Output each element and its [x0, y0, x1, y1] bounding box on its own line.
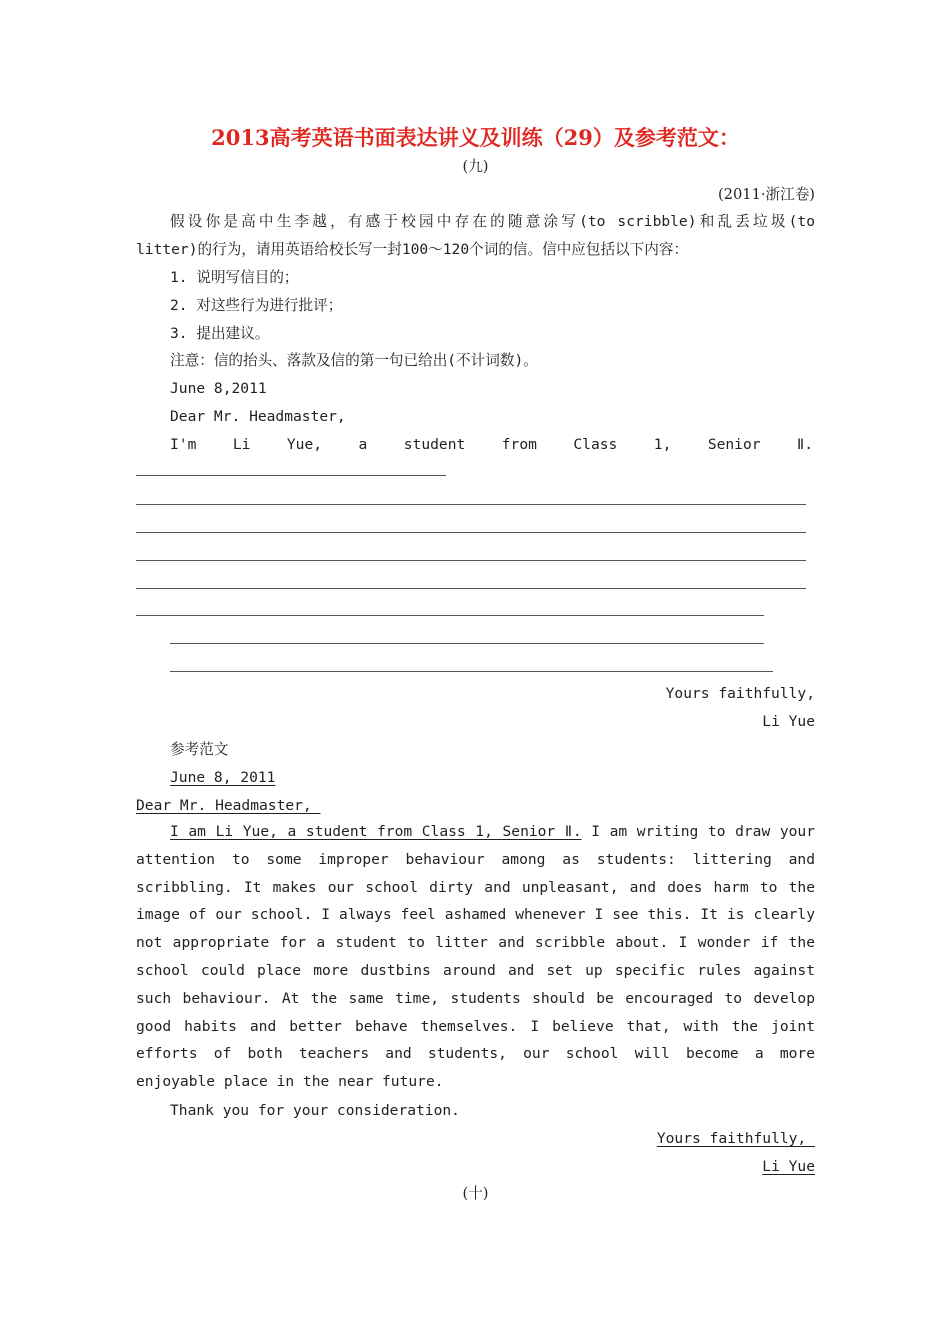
sample-signature: Li Yue [762, 1158, 815, 1175]
template-salutation: Dear Mr. Headmaster, [170, 408, 346, 425]
sample-closing-line [136, 1125, 815, 1153]
sample-body-text: I am writing to draw your attention to some improper behaviour among as students: littering and scribbling. It makes our school dirty and unpleasant, and does harm to the image of our school. I always feel ashamed whenever I see this. It is clearly not appropriate for a student to litter and scribble about. I wonder if the school could place more dustbins around and set up specific rules against such behaviour. At the same time, students should be encouraged to develop good habits and better behave themselves. I believe that, with the joint efforts of both teachers and students, our school will become a more enjoyable place in the near future. [136, 823, 816, 1091]
opening-word: 1, [653, 436, 672, 453]
answer-line [136, 615, 764, 616]
section-ten-label: (十) [462, 1185, 489, 1202]
sample-salutation: Dear Mr. Headmaster, [136, 797, 321, 814]
answer-line [170, 643, 764, 644]
template-opening-line [136, 431, 815, 459]
prompt-item-1: 1. 说明写信目的； [170, 269, 299, 286]
source-label: (2011·浙江卷) [718, 186, 815, 203]
answer-line [170, 671, 773, 672]
sample-body-paragraph [136, 818, 815, 1096]
opening-word: from [501, 436, 537, 453]
answer-line [136, 504, 806, 505]
opening-word: Ⅱ. [797, 436, 813, 453]
sample-date: June 8, 2011 [170, 769, 276, 786]
sample-salutation-line [136, 792, 815, 820]
document-title: 2013高考英语书面表达讲义及训练（29）及参考范文： [211, 125, 740, 150]
sample-signature-line [136, 1153, 815, 1181]
template-closing: Yours faithfully, [665, 685, 815, 702]
prompt-line-2: litter)的行为，请用英语给校长写一封100～120个词的信。信中应包括以下内容： [136, 241, 689, 258]
section-nine-label: (九) [462, 158, 489, 175]
opening-word: Yue, [286, 436, 323, 453]
opening-word: Class [573, 436, 618, 453]
prompt-item-3: 3. 提出建议。 [170, 325, 270, 342]
sample-heading: 参考范文 [170, 741, 229, 758]
sample-opening-sentence: I am Li Yue, a student from Class 1, Senior Ⅱ. [170, 823, 582, 840]
answer-line [136, 532, 806, 533]
prompt-note: 注意：信的抬头、落款及信的第一句已给出(不计词数)。 [170, 352, 538, 369]
template-date: June 8,2011 [170, 380, 267, 397]
opening-word: Li [232, 436, 251, 453]
sample-date-line [136, 764, 815, 792]
prompt-item-2: 2. 对这些行为进行批评； [170, 297, 343, 314]
prompt-line-1: 假设你是高中生李越，有感于校园中存在的随意涂写(to scribble)和乱丢垃圾(to [170, 213, 815, 230]
answer-line [136, 475, 446, 476]
answer-line [136, 588, 806, 589]
sample-closing: Yours faithfully, [656, 1130, 815, 1147]
opening-word: Senior [707, 436, 761, 453]
opening-word: I'm [170, 436, 197, 453]
template-signature: Li Yue [762, 713, 815, 730]
answer-line [136, 560, 806, 561]
opening-word: a [358, 436, 368, 453]
opening-word: student [403, 436, 466, 453]
sample-thanks: Thank you for your consideration. [170, 1102, 460, 1119]
